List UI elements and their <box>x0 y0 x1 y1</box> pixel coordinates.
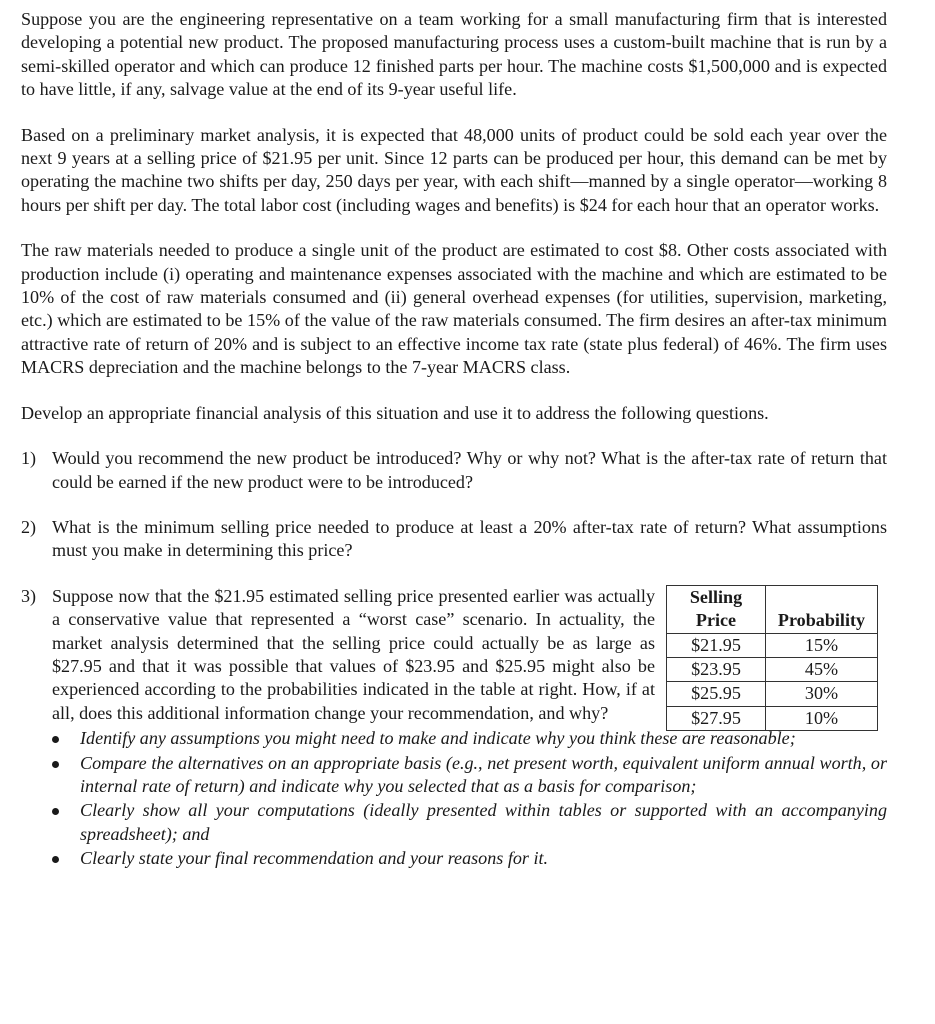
probability-header: Probability <box>766 585 878 633</box>
price-cell: $25.95 <box>667 682 766 706</box>
costs-paragraph: The raw materials needed to produce a single unit of the product are estimated to cost $8. Other costs associated with production include (i) operating and maintenance expenses associated with the machine and which are estimated to be 10% of the cost of raw materials consumed and (ii) general overhead expenses (for utilities, supervision, marketing, etc.) which are estimated to be 15% of the value of the raw materials consumed. The firm desires an after-tax minimum attractive rate of return of 20% and is subject to an effective income tax rate (state plus federal) of 46%. The firm uses MACRS depreciation and the machine belongs to the 7-year MACRS class. <box>21 240 887 378</box>
probability-cell: 30% <box>766 682 878 706</box>
question-text: Suppose now that the $21.95 estimated selling price presented earlier was actually a conservative value that represented a “worst case” scenario. In actuality, the market analysis determined that the selling price could actually be as large as $27.95 and that it was possible that values of $23.95 and $25.95 might also be experienced according to the probabilities indicated in the table at right. How, if at all, does this additional information change your recommendation, and why? <box>52 585 655 723</box>
question-number: 3) <box>21 585 37 606</box>
selling-price-header-line2: Price <box>695 610 737 631</box>
questions-list <box>21 447 887 728</box>
table-row <box>667 657 878 681</box>
price-cell: $27.95 <box>667 706 766 730</box>
question-text: What is the minimum selling price needed to produce at least a 20% after-tax rate of return? What assumptions must you make in determining this price? <box>52 516 887 561</box>
price-probability-table <box>666 585 878 731</box>
question-text: Would you recommend the new product be introduced? Why or why not? What is the after-tax rate of return that could be earned if the new product were to be introduced? <box>52 448 887 492</box>
question-3 <box>21 585 887 728</box>
probability-cell: 10% <box>766 706 878 730</box>
table-header-row <box>667 585 878 633</box>
table-row <box>667 633 878 657</box>
question-number: 1) <box>21 448 37 469</box>
bullet-icon <box>52 856 59 863</box>
bullet-text: Identify any assumptions you might need to make and indicate why you think these are reasonable; <box>80 728 796 749</box>
bullet-text: Clearly state your final recommendation and your reasons for it. <box>80 848 549 869</box>
question-2 <box>21 516 887 563</box>
bullet-icon <box>52 736 59 743</box>
question-number: 2) <box>21 516 37 537</box>
table-row <box>667 682 878 706</box>
list-item <box>21 847 887 870</box>
bullet-icon <box>52 761 59 768</box>
instructions-paragraph: Develop an appropriate financial analysis of this situation and use it to address the following questions. <box>21 402 769 423</box>
price-cell: $21.95 <box>667 633 766 657</box>
selling-price-header <box>667 585 766 633</box>
price-cell: $23.95 <box>667 657 766 681</box>
requirements-list <box>21 727 887 870</box>
list-item <box>21 727 887 750</box>
document-page <box>21 8 887 871</box>
bullet-text: Clearly show all your computations (ideally presented within tables or supported with an accompanying spreadsheet); and <box>80 800 887 844</box>
probability-cell: 15% <box>766 633 878 657</box>
bullet-icon <box>52 808 59 815</box>
intro-paragraph: Suppose you are the engineering representative on a team working for a small manufacturing firm that is interested developing a potential new product. The proposed manufacturing process uses a custom-built machine that is run by a semi-skilled operator and which can produce 12 finished parts per hour. The machine costs $1,500,000 and is expected to have little, if any, salvage value at the end of its 9-year useful life. <box>21 9 887 100</box>
bullet-text: Compare the alternatives on an appropriate basis (e.g., net present worth, equivalent uniform annual worth, or internal rate of return) and indicate why you selected that as a basis for comparison; <box>80 752 887 796</box>
selling-price-header-line1: Selling <box>689 586 743 607</box>
market-analysis-paragraph: Based on a preliminary market analysis, it is expected that 48,000 units of product could be sold each year over the next 9 years at a selling price of $21.95 per unit. Since 12 parts can be produced per hour, this demand can be met by operating the machine two shifts per day, 250 days per year, with each shift—manned by a single operator—working 8 hours per shift per day. The total labor cost (including wages and benefits) is $24 for each hour that an operator works. <box>21 124 887 215</box>
question-1 <box>21 447 887 494</box>
probability-cell: 45% <box>766 657 878 681</box>
list-item <box>21 752 887 799</box>
list-item <box>21 799 887 846</box>
